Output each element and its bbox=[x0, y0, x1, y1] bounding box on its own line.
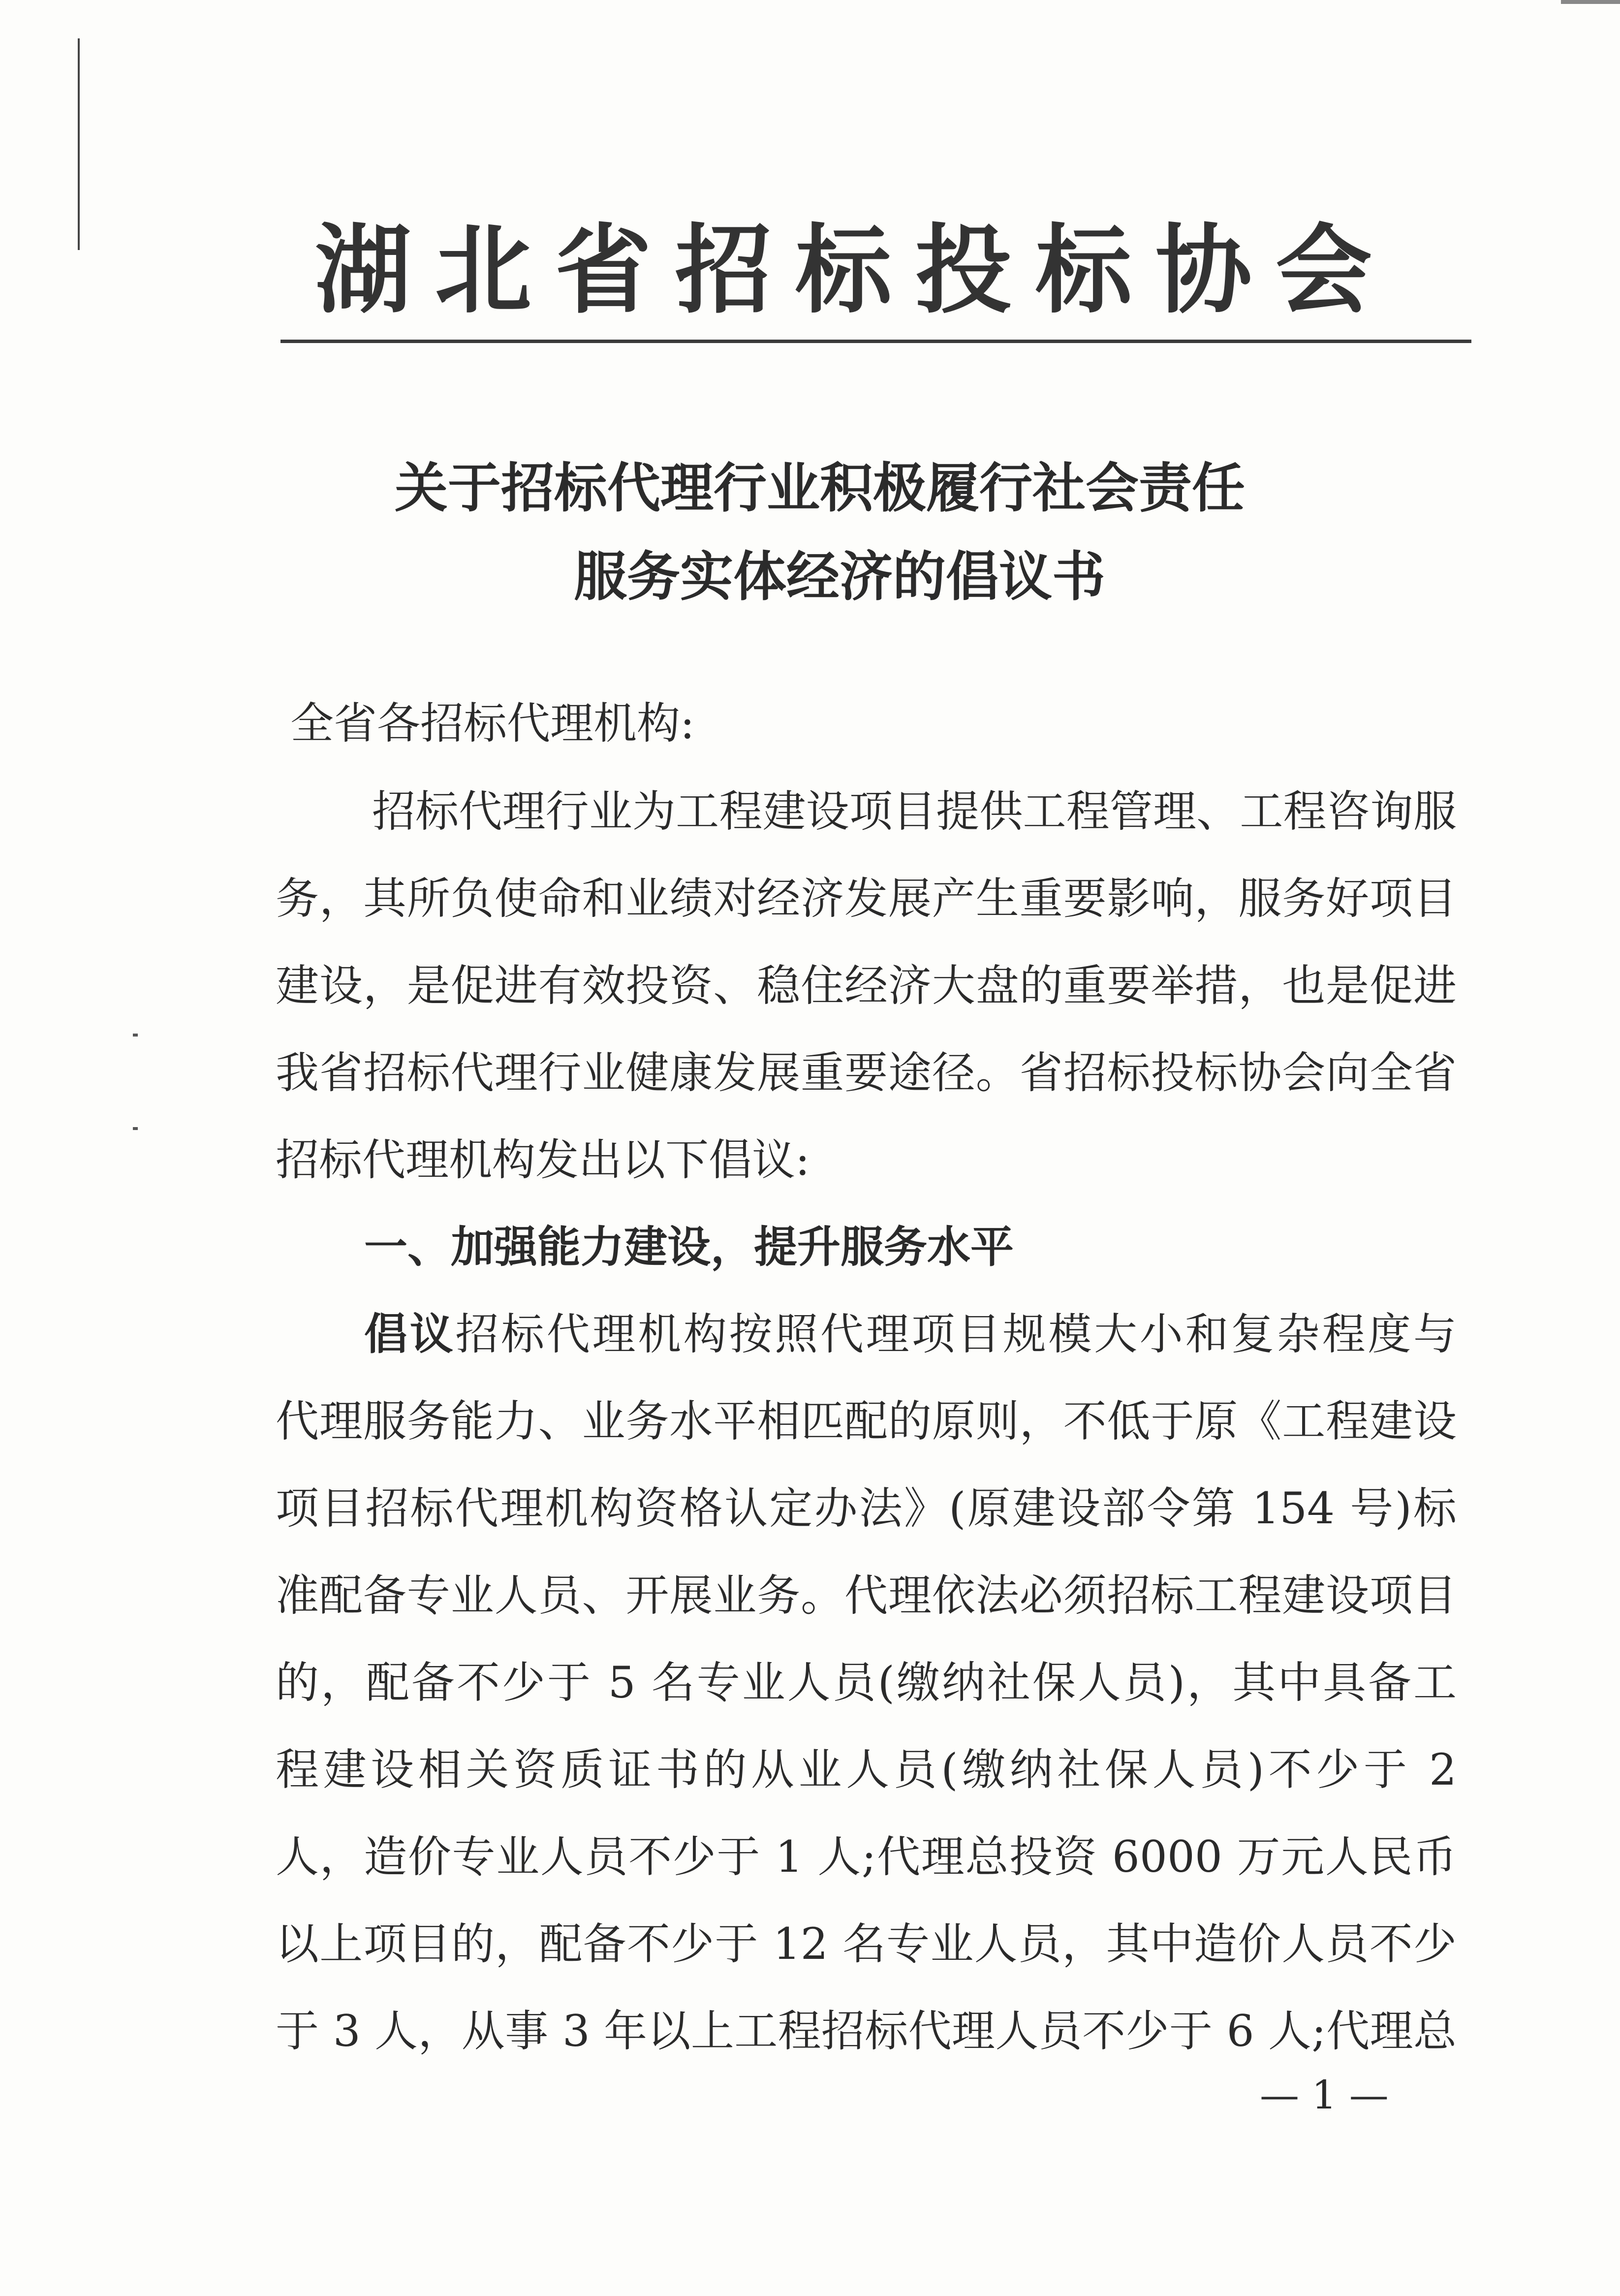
paragraph-line: 的，配备不少于 5 名专业人员(缴纳社保人员)，其中具备工 bbox=[276, 1657, 1457, 1708]
paragraph-line bbox=[276, 1290, 1457, 1378]
paragraph-line: 以上项目的，配备不少于 12 名专业人员，其中造价人员不少 bbox=[276, 1919, 1457, 1969]
masthead-org-name: 湖北省招标投标协会 bbox=[315, 215, 1396, 327]
paragraph-line: 人，造价专业人员不少于 1 人;代理总投资 6000 万元人民币 bbox=[276, 1831, 1457, 1882]
document-title-line-2: 服务实体经济的倡议书 bbox=[573, 546, 1105, 608]
scan-corner-mark bbox=[1561, 0, 1620, 4]
paragraph-line-text: 招标代理机构按照代理项目规模大小和复杂程度与 bbox=[455, 1309, 1457, 1359]
paragraph-line: 建设，是促进有效投资、稳住经济大盘的重要举措，也是促进 bbox=[276, 960, 1457, 1011]
masthead-rule bbox=[280, 340, 1471, 343]
scan-speck bbox=[133, 1034, 138, 1037]
paragraph-line: 我省招标代理行业健康发展重要途径。省招标投标协会向全省 bbox=[276, 1047, 1457, 1098]
paragraph-line: 项目招标代理机构资格认定办法》(原建设部令第 154 号)标 bbox=[276, 1483, 1457, 1534]
document-title-line-1: 关于招标代理行业积极履行社会责任 bbox=[394, 457, 1245, 519]
paragraph-line: 招标代理机构发出以下倡议: bbox=[276, 1134, 810, 1185]
paragraph-line: 程建设相关资质证书的从业人员(缴纳社保人员)不少于 2 bbox=[276, 1744, 1457, 1795]
paragraph-line: 于 3 人，从事 3 年以上工程招标代理人员不少于 6 人;代理总 bbox=[276, 2006, 1457, 2056]
binding-line bbox=[78, 38, 80, 250]
salutation: 全省各招标代理机构: bbox=[290, 698, 695, 749]
scan-speck bbox=[133, 1127, 138, 1130]
document-body bbox=[276, 768, 1457, 2075]
section-heading: 一、加强能力建设，提升服务水平 bbox=[364, 1222, 1014, 1272]
emphasis-lead: 倡议 bbox=[364, 1309, 456, 1359]
paragraph-line: 务，其所负使命和业绩对经济发展产生重要影响，服务好项目 bbox=[276, 873, 1457, 924]
paragraph-line: 招标代理行业为工程建设项目提供工程管理、工程咨询服 bbox=[372, 786, 1457, 837]
page-number: — 1 — bbox=[1260, 2072, 1389, 2118]
paragraph-line: 准配备专业人员、开展业务。代理依法必须招标工程建设项目 bbox=[276, 1570, 1457, 1621]
paragraph-line: 代理服务能力、业务水平相匹配的原则，不低于原《工程建设 bbox=[276, 1396, 1457, 1447]
